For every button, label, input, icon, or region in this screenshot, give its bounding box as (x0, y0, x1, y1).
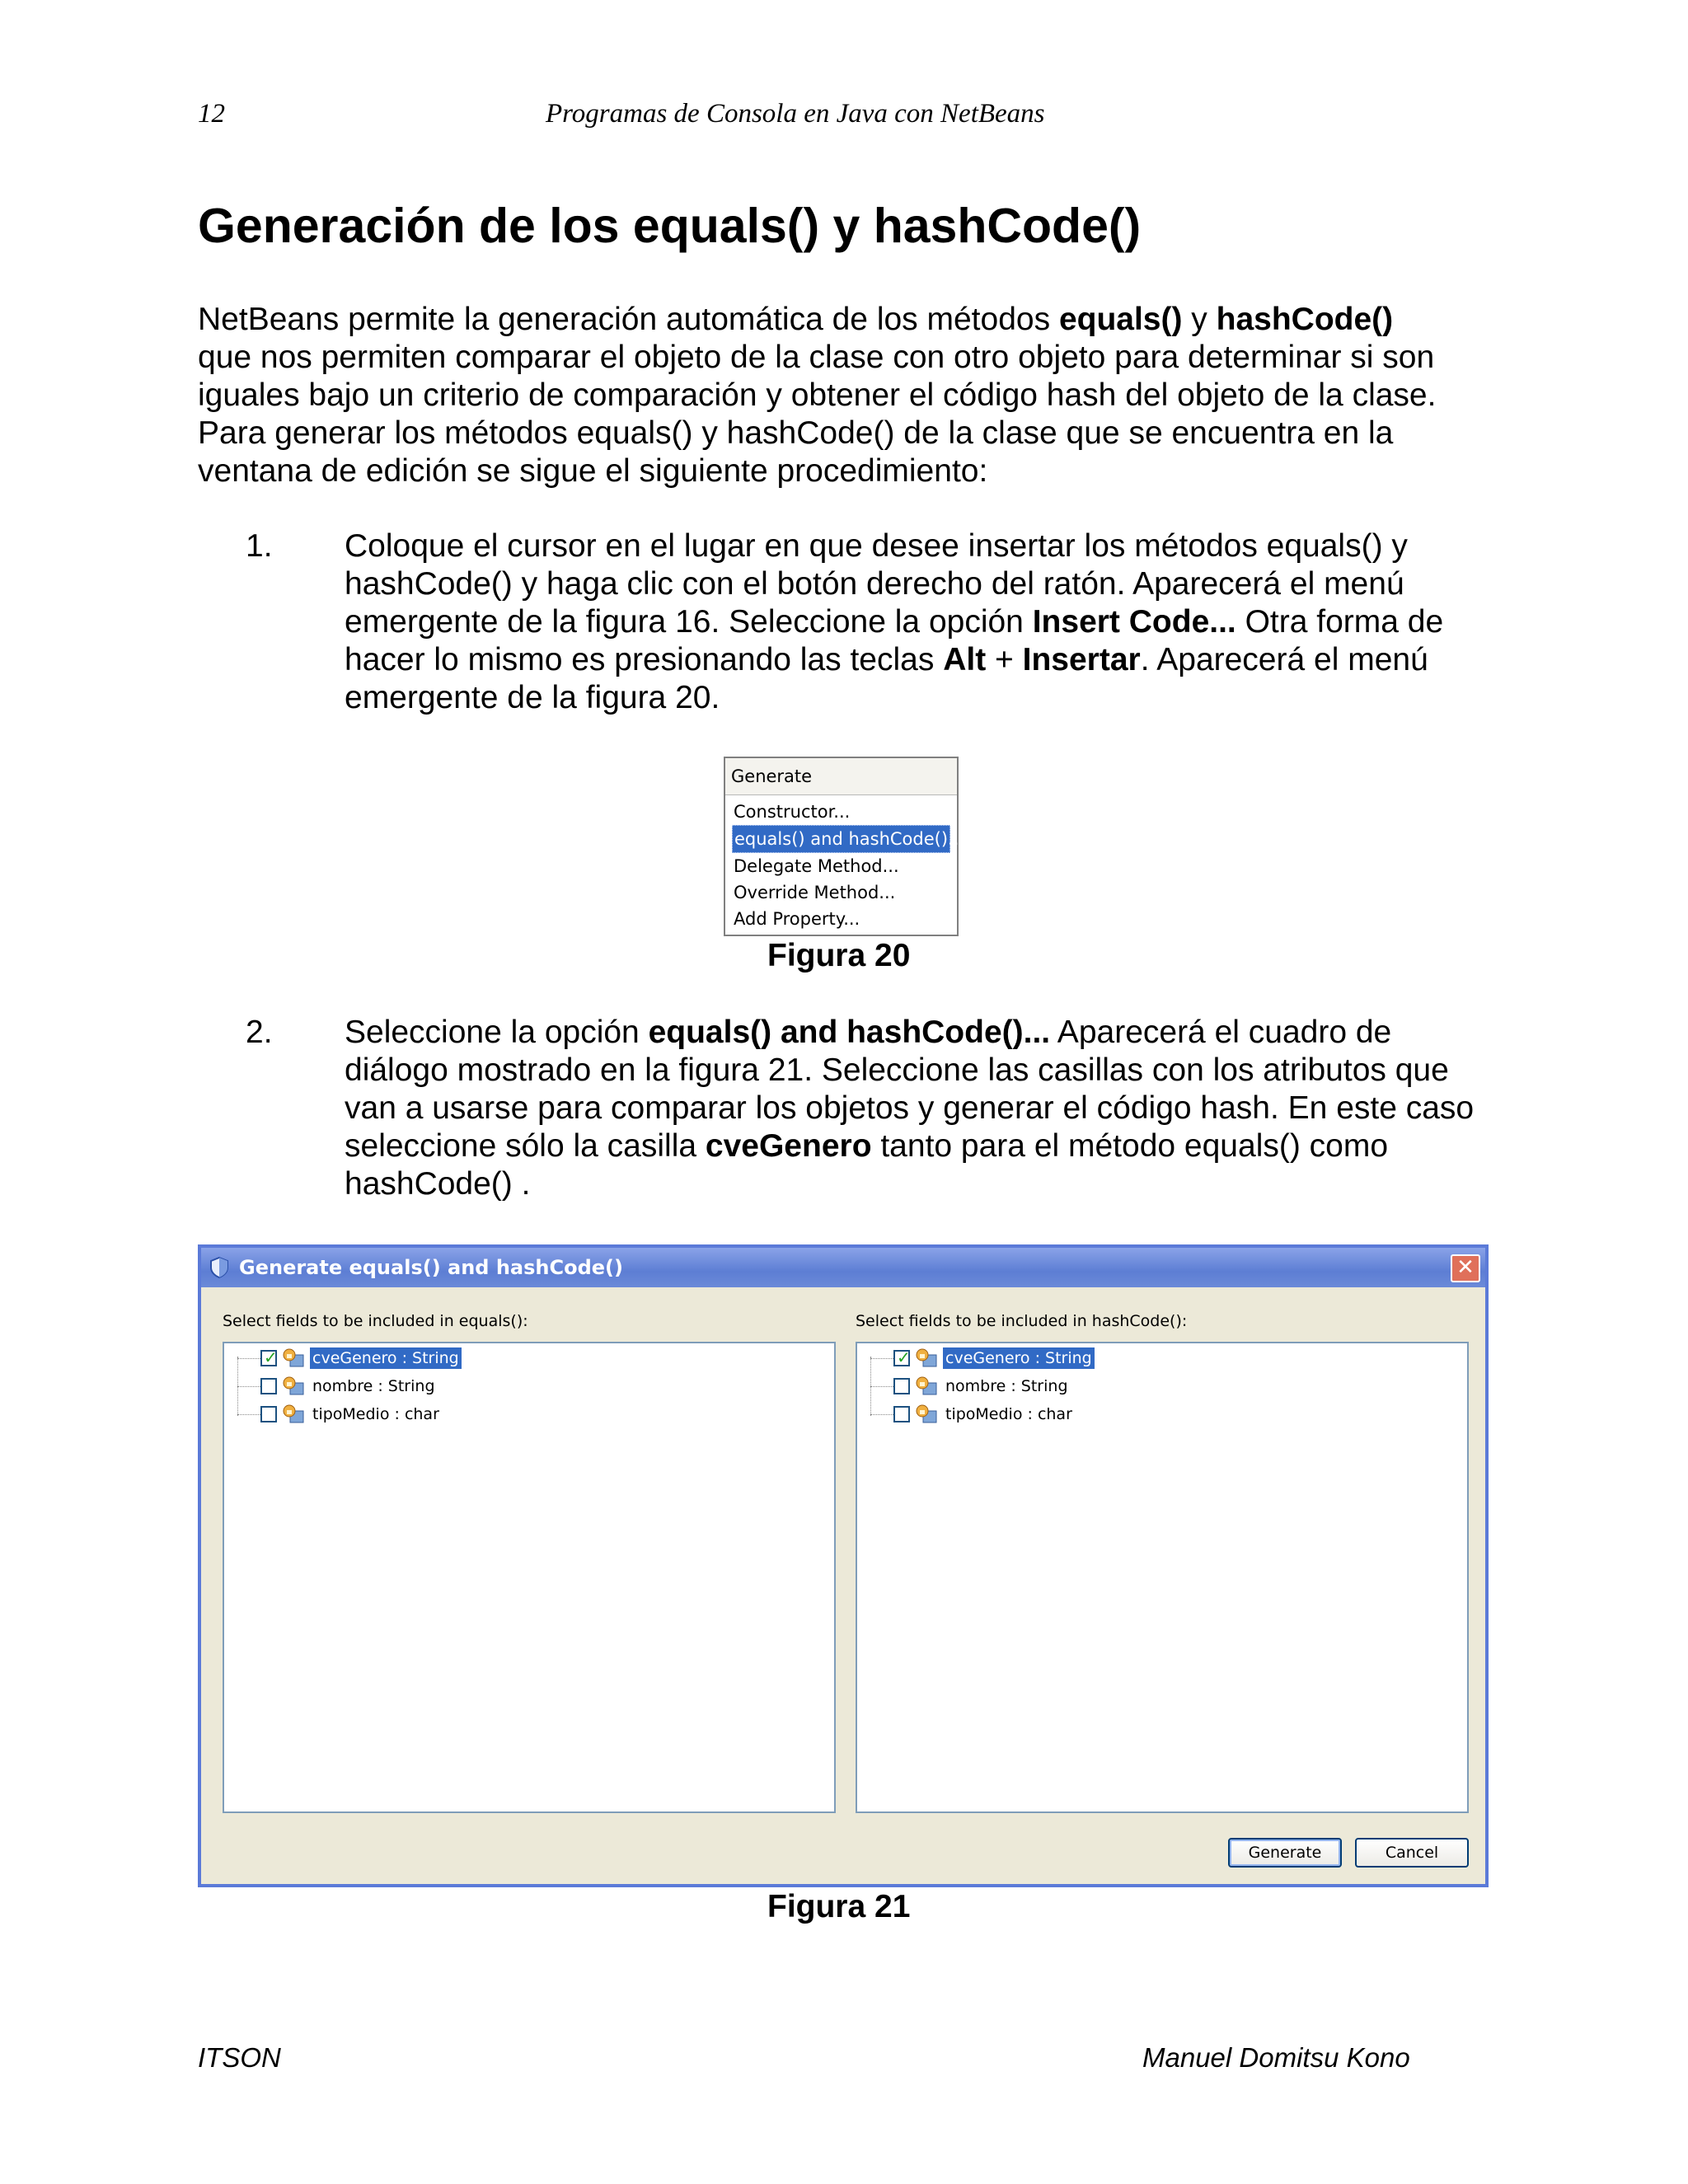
section-title: Generación de los equals() y hashCode() (198, 199, 1142, 253)
step-text: Coloque el cursor en el lugar en que desee insertar los métodos equals() y hashCode() y haga clic con el botón derecho del ratón. Aparecerá el menú emergente de la figura 16. Seleccione la opción Insert Code... Otra forma de hacer lo mismo es presionando las teclas Alt + Insertar. Aparecerá el menú emergente de la figura 20. (345, 528, 1444, 715)
tree-row[interactable] (857, 1373, 1121, 1399)
dialog-title-bar (201, 1248, 1485, 1287)
tree-row[interactable] (224, 1373, 488, 1399)
popup-header: Generate (725, 758, 957, 795)
menu-item-override-method[interactable]: Override Method... (734, 883, 896, 902)
tree-row[interactable] (857, 1345, 1121, 1371)
field-name[interactable]: cveGenero : String (310, 1347, 462, 1369)
step-text: Seleccione la opción equals() and hashCode()... Aparecerá el cuadro de diálogo mostrado en la figura 21. Seleccione las casillas con los atributos que van a usarse para comparar los objetos y generar el código hash. En este caso seleccione sólo la casilla cveGenero tanto para el método equals() como hashCode() . (345, 1015, 1475, 1202)
generate-popup-menu (724, 757, 965, 936)
field-name[interactable]: cveGenero : String (943, 1347, 1095, 1369)
generate-equals-hashcode-dialog (198, 1244, 1489, 1887)
checkbox[interactable] (260, 1347, 278, 1367)
dialog-title: Generate equals() and hashCode() (239, 1256, 623, 1279)
equals-fields-tree[interactable] (223, 1342, 836, 1813)
checkmark-icon: ✓ (264, 1347, 278, 1367)
footer-right: Manuel Domitsu Kono (1142, 2042, 1410, 2073)
field-name[interactable]: nombre : String (312, 1377, 435, 1395)
hashcode-fields-label: Select fields to be included in hashCode(): (856, 1312, 1188, 1330)
checkmark-icon: ✓ (897, 1347, 911, 1367)
running-title: Programas de Consola en Java con NetBeans (546, 99, 1045, 129)
checkbox[interactable] (260, 1378, 277, 1394)
field-name[interactable]: tipoMedio : char (945, 1405, 1072, 1423)
menu-item-constructor[interactable]: Constructor... (734, 802, 851, 822)
field-icon (282, 1376, 305, 1396)
menu-item-delegate-method[interactable]: Delegate Method... (734, 856, 899, 876)
page-number: 12 (198, 99, 225, 129)
field-icon (915, 1348, 938, 1368)
field-icon (282, 1404, 305, 1424)
close-button[interactable]: ✕ (1451, 1254, 1480, 1282)
field-name[interactable]: tipoMedio : char (312, 1405, 439, 1423)
generate-button[interactable]: Generate (1228, 1838, 1342, 1868)
step-number: 1. (246, 528, 273, 564)
hashcode-fields-tree[interactable] (856, 1342, 1469, 1813)
field-name[interactable]: nombre : String (945, 1377, 1068, 1395)
equals-fields-label: Select fields to be included in equals(): (223, 1312, 528, 1330)
menu-item-equals-hashcode[interactable]: equals() and hashCode()... (732, 825, 950, 853)
figure-20-caption: Figura 20 (767, 938, 911, 973)
field-icon (915, 1404, 938, 1424)
netbeans-shield-icon (209, 1257, 229, 1278)
checkbox[interactable] (893, 1378, 910, 1394)
step-number: 2. (246, 1015, 273, 1050)
cancel-button[interactable]: Cancel (1355, 1838, 1469, 1868)
field-icon (282, 1348, 305, 1368)
checkbox[interactable] (260, 1406, 277, 1422)
field-icon (915, 1376, 938, 1396)
tree-row[interactable] (224, 1345, 488, 1371)
figure-21-caption: Figura 21 (767, 1889, 911, 1924)
checkbox[interactable] (893, 1406, 910, 1422)
intro-paragraph: NetBeans permite la generación automática de los métodos equals() y hashCode() que nos permiten comparar el objeto de la clase con otro objeto para determinar si son iguales bajo un criterio de comparación y obtener el código hash del objeto de la clase. Para generar los métodos equals() y hashCode() de la clase que se encuentra en la ventana de edición se sigue el siguiente procedimiento: (198, 302, 1437, 489)
footer-left: ITSON (198, 2042, 281, 2073)
tree-row[interactable] (857, 1401, 1121, 1427)
menu-item-add-property[interactable]: Add Property... (734, 909, 860, 929)
checkbox[interactable] (893, 1347, 911, 1367)
tree-row[interactable] (224, 1401, 488, 1427)
